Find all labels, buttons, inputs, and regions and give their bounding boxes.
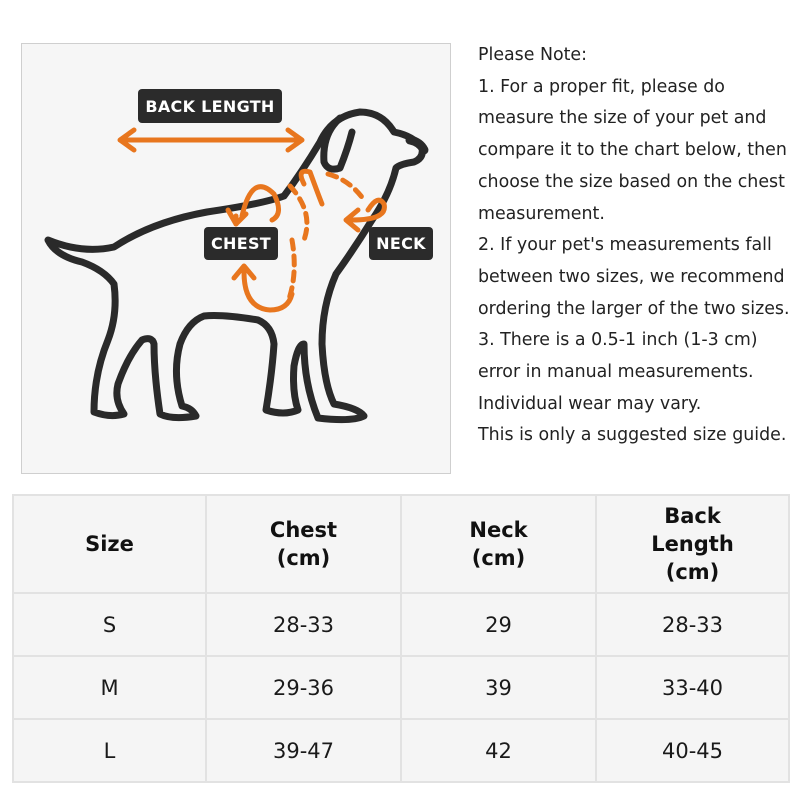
- note-line: 3. There is a 0.5-1 inch (1-3 cm): [478, 330, 758, 351]
- header-chest: [206, 495, 401, 593]
- table-header-row: [13, 495, 789, 593]
- note-line: This is only a suggested size guide.: [478, 425, 787, 446]
- table-row: [13, 656, 789, 719]
- table-row: [13, 719, 789, 782]
- cell-chest: 39-47: [206, 719, 401, 782]
- cell-chest: 28-33: [206, 593, 401, 656]
- chest-label: CHEST: [204, 227, 278, 260]
- cell-neck: 39: [401, 656, 596, 719]
- header-unit: (cm): [276, 546, 331, 570]
- note-line: measure the size of your pet and: [478, 108, 767, 129]
- note-line: between two sizes, we recommend: [478, 266, 785, 287]
- header-size: [13, 495, 206, 593]
- please-note-text: [478, 40, 796, 452]
- dog-measurement-diagram: [21, 43, 451, 474]
- header-text: Chest: [269, 518, 338, 542]
- cell-size: L: [13, 719, 206, 782]
- neck-label: NECK: [369, 227, 433, 260]
- back-length-label: BACK LENGTH: [138, 89, 282, 123]
- note-line: Individual wear may vary.: [478, 393, 702, 414]
- cell-back-length: 28-33: [596, 593, 789, 656]
- header-neck: [401, 495, 596, 593]
- note-line: 2. If your pet's measurements fall: [478, 235, 772, 256]
- note-line: Please Note:: [478, 45, 587, 65]
- header-unit: (cm): [471, 546, 526, 570]
- header-text: Length: [651, 532, 734, 556]
- cell-back-length: 33-40: [596, 656, 789, 719]
- note-line: measurement.: [478, 203, 605, 224]
- cell-chest: 29-36: [206, 656, 401, 719]
- cell-size: M: [13, 656, 206, 719]
- size-chart-table: [12, 494, 790, 783]
- note-line: ordering the larger of the two sizes.: [478, 298, 790, 319]
- cell-neck: 29: [401, 593, 596, 656]
- note-line: 1. For a proper fit, please do: [478, 76, 725, 97]
- cell-back-length: 40-45: [596, 719, 789, 782]
- cell-neck: 42: [401, 719, 596, 782]
- note-line: compare it to the chart below, then: [478, 140, 787, 161]
- cell-size: S: [13, 593, 206, 656]
- note-line: choose the size based on the chest: [478, 171, 785, 192]
- header-unit: (cm): [665, 560, 720, 584]
- header-back-length: [596, 495, 789, 593]
- note-line: error in manual measurements.: [478, 362, 754, 383]
- header-text: Size: [85, 532, 134, 556]
- table-row: [13, 593, 789, 656]
- header-text: Back: [664, 504, 721, 528]
- header-text: Neck: [469, 518, 528, 542]
